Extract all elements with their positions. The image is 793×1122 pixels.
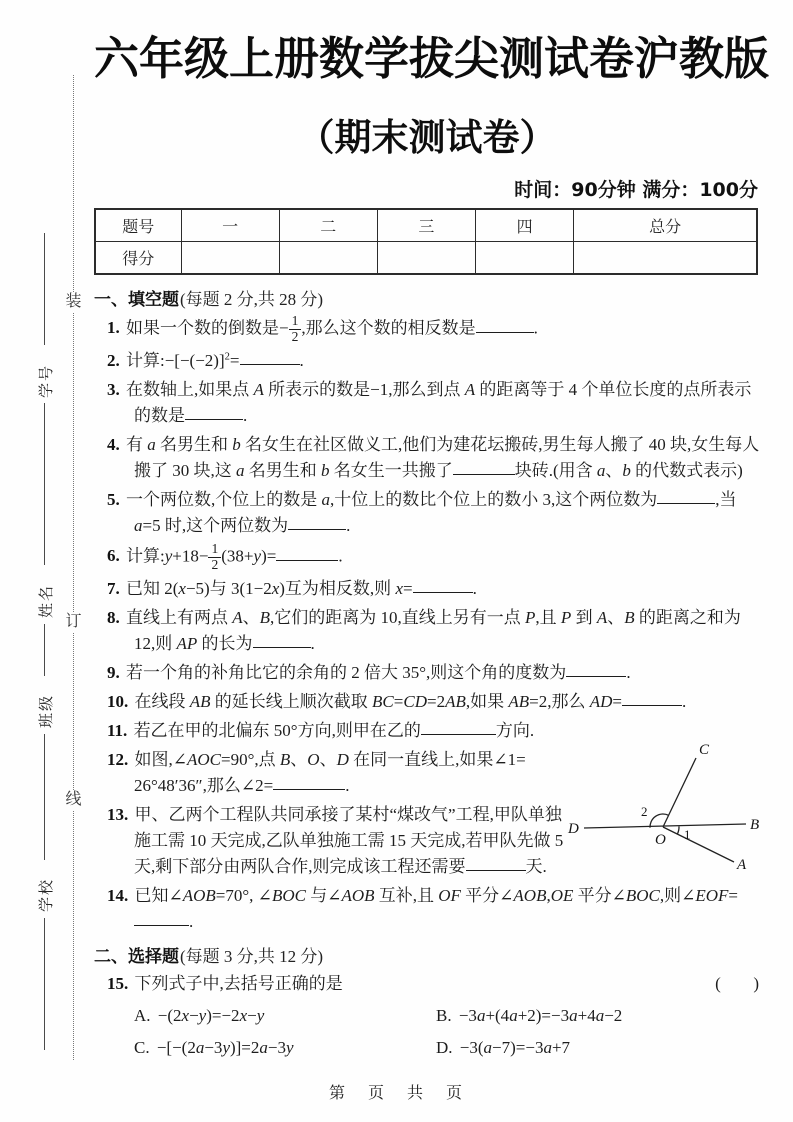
section-title: 二、选择题: [94, 946, 179, 966]
option-A: [134, 1003, 436, 1029]
question-number: 6.: [107, 546, 120, 566]
math-variable: EOF: [695, 885, 729, 905]
math-variable: a: [195, 1037, 205, 1057]
question-text: 平分∠: [460, 885, 514, 905]
score-table-header-row: [95, 209, 757, 242]
score-header-cell: 题号: [95, 209, 181, 242]
question-text: ,它们的距离为 10,直线上另有一点: [270, 607, 526, 627]
math-variable: a: [595, 1005, 605, 1025]
section-title: 一、填空题: [94, 290, 179, 309]
answer-blank: [566, 660, 626, 677]
question-8: [94, 605, 760, 657]
question-text: 有: [126, 434, 148, 454]
math-variable: y: [198, 1005, 207, 1025]
question-9: [94, 660, 760, 686]
question-text: 在同一直线上,如果∠1= 26°48′36″,那么∠2=: [134, 749, 526, 795]
question-text: 名男生和: [155, 434, 233, 454]
question-text: 的延长线上顺次截取: [210, 691, 373, 711]
question-text: .: [310, 633, 315, 653]
question-text: −[−(2: [156, 1037, 196, 1057]
question-text: ,则∠: [659, 885, 696, 905]
question-text: 互补,且: [374, 885, 439, 905]
score-cell-empty: [279, 242, 377, 275]
math-variable: a: [321, 489, 330, 509]
math-variable: D: [336, 749, 349, 769]
question-text: 如果一个数的倒数是−: [126, 318, 289, 338]
math-variable: AB: [508, 691, 530, 711]
question-text: 若一个角的补角比它的余角的 2 倍大 35°,则这个角的度数为: [126, 662, 567, 682]
exam-time-score-info: 时间：90分钟 满分：100分: [514, 179, 758, 201]
question-text: −3: [458, 1005, 477, 1025]
math-variable: AOB: [182, 885, 216, 905]
score-header-cell: 三: [377, 209, 475, 242]
question-text: −5)与 3(1−2: [185, 578, 272, 598]
math-variable: B: [624, 607, 635, 627]
question-10: [94, 689, 760, 715]
fraction: $\frac{1}{2}$: [289, 314, 302, 345]
question-text: 的距离之和为 12,则: [134, 607, 741, 653]
question-text: 所表示的数是−1,那么到点: [263, 379, 465, 399]
margin-field-school: 学校: [39, 877, 55, 912]
question-number: 12.: [107, 749, 129, 769]
questions-flow: [94, 285, 760, 1061]
exam-title: 六年级上册数学拔尖测试卷沪教版: [94, 32, 770, 85]
math-variable: AD: [589, 691, 613, 711]
binding-char-ding: 订: [65, 613, 82, 630]
question-text: −: [247, 1005, 257, 1025]
math-variable: a: [259, 1037, 268, 1057]
score-cell-empty: [476, 242, 574, 275]
answer-blank: [240, 348, 300, 365]
question-text: 的代数式表示): [630, 460, 743, 480]
question-text: ,且: [535, 607, 561, 627]
question-text: ,如果: [465, 691, 509, 711]
math-variable: AOB: [341, 885, 375, 905]
question-text: )=−2: [206, 1005, 240, 1025]
score-cell-empty: [181, 242, 279, 275]
option-label: D.: [436, 1037, 453, 1057]
score-header-cell: 一: [181, 209, 279, 242]
figure-angle1-arc: [677, 826, 679, 834]
option-label: C.: [134, 1037, 150, 1057]
question-number: 13.: [107, 804, 129, 824]
figure-point-label-a: A: [737, 856, 747, 873]
question-text: −3(: [459, 1037, 484, 1057]
math-variable: x: [395, 578, 403, 598]
section-heading: [94, 942, 760, 967]
math-variable: A: [253, 379, 264, 399]
math-variable: y: [256, 1005, 265, 1025]
question-text: .: [338, 546, 343, 566]
math-variable: a: [483, 1037, 493, 1057]
math-variable: x: [239, 1005, 248, 1025]
figure-point-label-d: D: [568, 820, 579, 837]
score-row-label: 得分: [95, 242, 181, 275]
question-text: −2: [604, 1005, 623, 1025]
margin-rule: [44, 734, 45, 860]
question-text: −: [189, 1005, 199, 1025]
question-5: [94, 487, 760, 539]
geometry-figure: [550, 737, 762, 883]
question-text: .: [189, 911, 194, 931]
figure-angle-label-2: 2: [641, 803, 648, 819]
score-header-cell: 总分: [574, 209, 757, 242]
question-7: [94, 576, 760, 602]
question-text: ,那么这个数的相反数是: [301, 318, 476, 338]
question-text: 的距离等于 4 个单位长度的点所表示的数是: [134, 379, 752, 425]
question-text: ,十位上的数比个位上的数小 3,这个两位数为: [330, 489, 658, 509]
question-number: 3.: [107, 379, 120, 399]
math-variable: x: [181, 1005, 190, 1025]
question-text: 计算:: [126, 546, 165, 566]
math-variable: A: [596, 607, 608, 627]
score-cell-empty: [574, 242, 757, 275]
question-text: 天.: [525, 856, 547, 876]
question-text: =90°,点: [221, 749, 280, 769]
question-text: 如图,∠: [134, 749, 187, 769]
margin-rule: [44, 403, 45, 565]
margin-field-class: 班级: [39, 693, 55, 728]
fraction: $\frac{1}{2}$: [208, 542, 221, 573]
answer-blank: [276, 543, 338, 560]
question-4: [94, 432, 760, 484]
margin-field-student-id: 学号: [39, 363, 55, 398]
question-text: .: [345, 775, 350, 795]
question-text: =: [612, 691, 622, 711]
question-text: −(2: [157, 1005, 182, 1025]
question-text: 甲、乙两个工程队共同承接了某村“煤改气”工程,甲队单独施工需 10 天完成,乙队单独施工需 15 天完成,若甲队先做 5 天,剩下部分由两队合作,则完成该工程还需要: [134, 804, 564, 876]
question-text: =2: [426, 691, 446, 711]
figure-point-label-c: C: [699, 741, 710, 758]
question-text: .: [346, 515, 351, 535]
answer-blank: [253, 631, 311, 648]
question-text: =: [393, 691, 404, 711]
math-variable: a: [236, 460, 245, 480]
question-text: =70°, ∠: [215, 885, 272, 905]
answer-bracket: ( ): [715, 973, 760, 993]
question-text: ,当: [715, 489, 737, 509]
answer-blank: [466, 854, 526, 871]
question-text: 与∠: [305, 885, 342, 905]
math-variable: AP: [176, 633, 198, 653]
question-text: =5 时,这个两位数为: [142, 515, 289, 535]
math-variable: a: [569, 1005, 578, 1025]
section-note: (每题 3 分,共 12 分): [180, 946, 324, 966]
question-number: 11.: [107, 720, 128, 740]
option-label: A.: [134, 1005, 151, 1025]
option-C: [134, 1035, 436, 1061]
option-label: B.: [436, 1005, 452, 1025]
answer-blank: [453, 458, 515, 475]
answer-blank: [476, 315, 534, 332]
question-text: 名女生一共搬了: [329, 460, 453, 480]
question-text: 块砖.(用含: [514, 460, 597, 480]
question-text: =: [728, 885, 739, 905]
question-text: 名男生和: [244, 460, 321, 480]
question-number: 9.: [107, 662, 120, 682]
math-variable: AB: [445, 691, 466, 711]
math-variable: OF: [438, 885, 461, 905]
math-variable: B: [279, 749, 291, 769]
answer-blank: [413, 576, 473, 593]
math-variable: y: [286, 1037, 294, 1057]
math-variable: BC: [372, 691, 394, 711]
score-header-cell: 四: [476, 209, 574, 242]
binding-char-xian: 线: [65, 791, 82, 808]
math-variable: A: [232, 607, 243, 627]
math-variable: P: [525, 607, 536, 627]
question-6: [94, 542, 760, 573]
question-number: 14.: [107, 885, 129, 905]
figure-point-label-b: B: [750, 816, 760, 833]
answer-blank: [657, 487, 715, 504]
answer-blank: [185, 403, 243, 420]
score-cell-empty: [377, 242, 475, 275]
question-text: +2)=−3: [517, 1005, 570, 1025]
question-text: 计算:−[−(−2)]: [126, 350, 225, 370]
question-text: .: [299, 350, 304, 370]
question-text: 的长为: [197, 633, 253, 653]
margin-rule: [44, 233, 45, 345]
question-1: [94, 314, 760, 345]
question-text: 、: [319, 749, 337, 769]
math-variable: b: [321, 460, 330, 480]
question-number: 10.: [107, 691, 129, 711]
math-variable: P: [560, 607, 572, 627]
math-variable: y: [253, 546, 262, 566]
question-number: 2.: [107, 350, 120, 370]
answer-blank: [273, 773, 345, 790]
margin-rule: [44, 624, 45, 676]
math-variable: OE: [550, 885, 574, 905]
question-text: .: [626, 662, 631, 682]
answer-blank: [421, 718, 496, 735]
question-number: 5.: [107, 489, 120, 509]
question-text: =2,那么: [529, 691, 590, 711]
question-number: 8.: [107, 607, 120, 627]
question-text: )互为相反数,则: [279, 578, 396, 598]
question-text: =: [402, 578, 413, 598]
question-number: 15.: [107, 973, 129, 993]
question-text: 、: [242, 607, 260, 627]
question-text: .: [682, 691, 687, 711]
question-text: +18−: [172, 546, 209, 566]
question-text: +7: [551, 1037, 571, 1057]
question-text: −7)=−3: [492, 1037, 544, 1057]
question-14: [94, 883, 760, 935]
math-variable: B: [259, 607, 271, 627]
math-variable: AB: [189, 691, 211, 711]
question-13: [94, 802, 578, 880]
superscript: 2: [224, 351, 230, 363]
figure-angle-label-1: 1: [684, 826, 691, 842]
question-text: 下列式子中,去括号正确的是: [134, 973, 343, 993]
question-number: 4.: [107, 434, 120, 454]
footer-page-label: 第 页 共 页: [328, 1085, 464, 1102]
math-variable: x: [271, 578, 280, 598]
question-text: )=: [261, 546, 277, 566]
binding-dotted-line: [73, 75, 74, 1060]
question-text: +4: [577, 1005, 596, 1025]
math-variable: a: [596, 460, 606, 480]
question-text: 若乙在甲的北偏东 50°方向,则甲在乙的: [133, 720, 421, 740]
answer-blank: [134, 909, 189, 926]
math-variable: CD: [403, 691, 427, 711]
question-text: 平分∠: [573, 885, 626, 905]
question-text: 直线上有两点: [126, 607, 233, 627]
question-text: 方向.: [495, 720, 535, 740]
question-text: 在线段: [134, 691, 190, 711]
exam-content: [94, 0, 770, 1064]
section-note: (每题 2 分,共 28 分): [180, 290, 324, 309]
question-number: 7.: [107, 578, 120, 598]
question-text: .: [472, 578, 477, 598]
answer-blank: [622, 689, 682, 706]
question-text: 在数轴上,如果点: [126, 379, 254, 399]
exam-subtitle: （期末测试卷）: [297, 116, 557, 159]
math-variable: BOC: [271, 885, 306, 905]
math-variable: a: [543, 1037, 552, 1057]
question-text: =: [229, 350, 240, 370]
question-3: [94, 377, 760, 429]
figure-ray-oa: [663, 827, 734, 862]
math-variable: y: [164, 546, 173, 566]
math-variable: a: [147, 434, 156, 454]
figure-ray-oc: [663, 758, 696, 827]
question-text: ,: [546, 885, 551, 905]
question-text: 一个两位数,个位上的数是: [126, 489, 322, 509]
options-grid: [134, 1003, 760, 1061]
question-text: .: [243, 405, 248, 425]
math-variable: O: [307, 749, 320, 769]
score-header-cell: 二: [279, 209, 377, 242]
question-text: 、: [290, 749, 308, 769]
answer-blank: [288, 513, 346, 530]
option-B: [436, 1003, 760, 1029]
math-variable: x: [178, 578, 186, 598]
math-variable: a: [476, 1005, 486, 1025]
score-table: [94, 208, 758, 275]
option-D: [436, 1035, 760, 1061]
question-text: −3: [267, 1037, 286, 1057]
figure-point-label-o: O: [655, 831, 666, 848]
question-text: )]=2: [229, 1037, 260, 1057]
question-text: 已知 2(: [126, 578, 179, 598]
math-variable: AOC: [187, 749, 221, 769]
score-table-score-row: [95, 242, 757, 275]
math-variable: a: [134, 515, 143, 535]
margin-field-name: 姓名: [39, 583, 55, 618]
question-text: 、: [605, 460, 623, 480]
question-text: 名女生在社区做义工,他们为建花坛搬砖,男生每人搬了 40 块,女生每人搬了 30 块,这: [134, 434, 760, 480]
question-15: [94, 971, 760, 1061]
question-number: 1.: [107, 318, 120, 338]
question-text: 已知∠: [134, 885, 183, 905]
math-variable: b: [622, 460, 631, 480]
question-text: .: [533, 318, 538, 338]
question-text: (38+: [221, 546, 254, 566]
question-text: 、: [607, 607, 625, 627]
binding-char-zhuang: 装: [65, 293, 82, 310]
question-2: [94, 348, 760, 374]
question-text: 到: [571, 607, 597, 627]
math-variable: AOB: [513, 885, 547, 905]
question-text: −3: [204, 1037, 223, 1057]
math-variable: a: [509, 1005, 518, 1025]
math-variable: BOC: [625, 885, 660, 905]
section-heading: [94, 285, 760, 310]
margin-rule: [44, 918, 45, 1050]
math-variable: y: [222, 1037, 230, 1057]
math-variable: b: [232, 434, 241, 454]
math-variable: A: [464, 379, 476, 399]
question-text: +(4: [485, 1005, 510, 1025]
